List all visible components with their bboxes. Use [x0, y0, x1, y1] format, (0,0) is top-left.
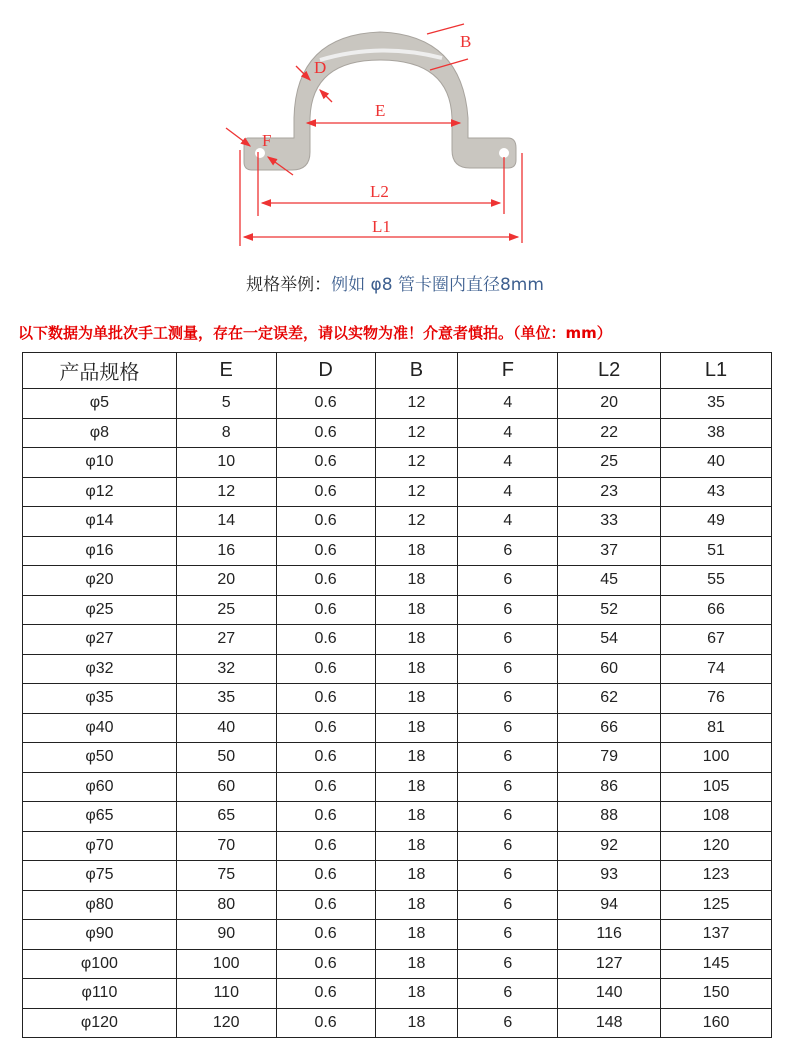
caption-example: 例如 φ8 管卡圈内直径8mm [331, 275, 544, 295]
table-cell: 38 [661, 418, 772, 448]
table-cell: 6 [458, 566, 558, 596]
table-cell: 55 [661, 566, 772, 596]
table-cell: 0.6 [276, 831, 375, 861]
table-cell: 140 [558, 979, 661, 1009]
table-row [23, 949, 772, 979]
table-row [23, 713, 772, 743]
table-cell: 120 [176, 1008, 276, 1038]
column-header: L1 [661, 353, 772, 389]
table-cell: 50 [176, 743, 276, 773]
table-cell: 70 [176, 831, 276, 861]
table-cell: 137 [661, 920, 772, 950]
table-cell: 43 [661, 477, 772, 507]
table-row [23, 418, 772, 448]
table-cell: φ14 [23, 507, 177, 537]
table-cell: 160 [661, 1008, 772, 1038]
table-cell: 0.6 [276, 389, 375, 419]
table-cell: 66 [558, 713, 661, 743]
table-cell: 81 [661, 713, 772, 743]
table-cell: 6 [458, 979, 558, 1009]
table-cell: 35 [176, 684, 276, 714]
table-row [23, 654, 772, 684]
table-cell: 74 [661, 654, 772, 684]
label-d: D [314, 58, 327, 77]
table-cell: 4 [458, 389, 558, 419]
table-row [23, 861, 772, 891]
table-cell: 79 [558, 743, 661, 773]
table-cell: 6 [458, 595, 558, 625]
table-cell: 6 [458, 743, 558, 773]
label-l2: L2 [370, 182, 389, 201]
column-header: D [276, 353, 375, 389]
table-cell: φ75 [23, 861, 177, 891]
table-cell: 6 [458, 890, 558, 920]
table-cell: 108 [661, 802, 772, 832]
table-cell: 148 [558, 1008, 661, 1038]
table-cell: φ110 [23, 979, 177, 1009]
label-e: E [375, 101, 386, 120]
table-cell: 52 [558, 595, 661, 625]
table-cell: 6 [458, 625, 558, 655]
table-cell: 6 [458, 713, 558, 743]
table-cell: 6 [458, 802, 558, 832]
table-row [23, 684, 772, 714]
table-cell: 16 [176, 536, 276, 566]
table-row [23, 920, 772, 950]
table-cell: 0.6 [276, 1008, 375, 1038]
table-row [23, 831, 772, 861]
table-cell: φ5 [23, 389, 177, 419]
table-cell: 40 [176, 713, 276, 743]
table-cell: 12 [375, 477, 458, 507]
table-cell: 18 [375, 713, 458, 743]
table-cell: 6 [458, 654, 558, 684]
table-cell: 92 [558, 831, 661, 861]
table-cell: 6 [458, 1008, 558, 1038]
table-cell: 12 [176, 477, 276, 507]
table-cell: 8 [176, 418, 276, 448]
table-cell: φ120 [23, 1008, 177, 1038]
table-cell: 125 [661, 890, 772, 920]
table-row [23, 566, 772, 596]
table-cell: 23 [558, 477, 661, 507]
table-cell: 105 [661, 772, 772, 802]
table-cell: 0.6 [276, 418, 375, 448]
table-row [23, 625, 772, 655]
table-cell: 6 [458, 920, 558, 950]
table-cell: φ27 [23, 625, 177, 655]
table-cell: 32 [176, 654, 276, 684]
table-cell: 18 [375, 625, 458, 655]
table-cell: 0.6 [276, 448, 375, 478]
table-cell: φ8 [23, 418, 177, 448]
table-cell: φ65 [23, 802, 177, 832]
measurement-notice: 以下数据为单批次手工测量，存在一定误差，请以实物为准！介意者慎拍。（单位：mm） [18, 324, 612, 342]
table-cell: φ10 [23, 448, 177, 478]
table-cell: 18 [375, 595, 458, 625]
table-row [23, 536, 772, 566]
table-cell: 0.6 [276, 772, 375, 802]
table-cell: 5 [176, 389, 276, 419]
table-row [23, 772, 772, 802]
table-cell: 0.6 [276, 595, 375, 625]
table-cell: 18 [375, 979, 458, 1009]
table-cell: φ50 [23, 743, 177, 773]
table-cell: 35 [661, 389, 772, 419]
column-header: 产品规格 [23, 353, 177, 389]
spec-table [22, 352, 772, 1038]
table-cell: 54 [558, 625, 661, 655]
table-cell: 25 [176, 595, 276, 625]
table-cell: 18 [375, 743, 458, 773]
table-cell: φ100 [23, 949, 177, 979]
table-cell: 12 [375, 418, 458, 448]
column-header: F [458, 353, 558, 389]
table-cell: 93 [558, 861, 661, 891]
table-cell: 18 [375, 861, 458, 891]
table-cell: 6 [458, 861, 558, 891]
table-cell: 0.6 [276, 625, 375, 655]
table-cell: 75 [176, 861, 276, 891]
column-header: E [176, 353, 276, 389]
table-row [23, 477, 772, 507]
table-row [23, 448, 772, 478]
table-cell: 120 [661, 831, 772, 861]
table-header-row [23, 353, 772, 389]
table-cell: 100 [176, 949, 276, 979]
table-row [23, 389, 772, 419]
table-cell: 37 [558, 536, 661, 566]
column-header: L2 [558, 353, 661, 389]
table-row [23, 1008, 772, 1038]
table-cell: 40 [661, 448, 772, 478]
table-cell: φ20 [23, 566, 177, 596]
table-cell: 127 [558, 949, 661, 979]
table-cell: 18 [375, 1008, 458, 1038]
table-cell: 12 [375, 448, 458, 478]
table-cell: 0.6 [276, 684, 375, 714]
table-cell: φ40 [23, 713, 177, 743]
table-cell: 4 [458, 418, 558, 448]
table-cell: 20 [176, 566, 276, 596]
table-cell: 0.6 [276, 536, 375, 566]
table-row [23, 890, 772, 920]
table-cell: 0.6 [276, 507, 375, 537]
table-cell: 6 [458, 831, 558, 861]
table-cell: 0.6 [276, 920, 375, 950]
table-cell: 0.6 [276, 979, 375, 1009]
column-header: B [375, 353, 458, 389]
table-cell: 0.6 [276, 566, 375, 596]
table-row [23, 802, 772, 832]
table-cell: 18 [375, 684, 458, 714]
table-cell: 0.6 [276, 890, 375, 920]
table-cell: 66 [661, 595, 772, 625]
table-cell: 27 [176, 625, 276, 655]
label-f: F [262, 131, 272, 150]
table-cell: 80 [176, 890, 276, 920]
table-cell: 12 [375, 507, 458, 537]
table-cell: 18 [375, 772, 458, 802]
caption-label: 规格举例： [246, 275, 332, 295]
table-cell: 116 [558, 920, 661, 950]
table-cell: 60 [558, 654, 661, 684]
table-cell: 100 [661, 743, 772, 773]
table-cell: φ80 [23, 890, 177, 920]
table-cell: 123 [661, 861, 772, 891]
pipe-clamp-diagram [210, 0, 550, 260]
table-cell: 88 [558, 802, 661, 832]
table-cell: 12 [375, 389, 458, 419]
table-cell: 0.6 [276, 743, 375, 773]
table-cell: 76 [661, 684, 772, 714]
table-cell: 145 [661, 949, 772, 979]
table-cell: 110 [176, 979, 276, 1009]
table-cell: φ60 [23, 772, 177, 802]
table-cell: 6 [458, 772, 558, 802]
table-cell: 4 [458, 448, 558, 478]
table-cell: 49 [661, 507, 772, 537]
table-cell: φ25 [23, 595, 177, 625]
table-cell: 18 [375, 654, 458, 684]
table-cell: 67 [661, 625, 772, 655]
table-cell: 18 [375, 802, 458, 832]
table-cell: 14 [176, 507, 276, 537]
table-cell: 4 [458, 507, 558, 537]
table-cell: 18 [375, 831, 458, 861]
table-cell: 20 [558, 389, 661, 419]
table-cell: φ90 [23, 920, 177, 950]
table-cell: 86 [558, 772, 661, 802]
table-cell: 94 [558, 890, 661, 920]
table-row [23, 507, 772, 537]
table-cell: 10 [176, 448, 276, 478]
table-cell: 150 [661, 979, 772, 1009]
spec-example-caption [0, 270, 790, 295]
label-l1: L1 [372, 217, 391, 236]
table-cell: φ32 [23, 654, 177, 684]
table-cell: 18 [375, 536, 458, 566]
table-cell: 4 [458, 477, 558, 507]
table-cell: 60 [176, 772, 276, 802]
table-cell: φ70 [23, 831, 177, 861]
table-cell: φ12 [23, 477, 177, 507]
table-row [23, 743, 772, 773]
table-cell: 6 [458, 684, 558, 714]
table-cell: φ16 [23, 536, 177, 566]
table-cell: 18 [375, 920, 458, 950]
table-cell: 0.6 [276, 802, 375, 832]
table-cell: 0.6 [276, 861, 375, 891]
table-cell: 6 [458, 949, 558, 979]
table-cell: 6 [458, 536, 558, 566]
table-cell: 18 [375, 949, 458, 979]
table-cell: 90 [176, 920, 276, 950]
table-cell: 18 [375, 890, 458, 920]
table-cell: 33 [558, 507, 661, 537]
table-row [23, 595, 772, 625]
table-row [23, 979, 772, 1009]
table-cell: 51 [661, 536, 772, 566]
table-cell: 0.6 [276, 477, 375, 507]
table-cell: 22 [558, 418, 661, 448]
table-cell: 45 [558, 566, 661, 596]
table-cell: 0.6 [276, 654, 375, 684]
table-cell: 62 [558, 684, 661, 714]
table-cell: 18 [375, 566, 458, 596]
table-cell: φ35 [23, 684, 177, 714]
table-cell: 65 [176, 802, 276, 832]
table-cell: 0.6 [276, 713, 375, 743]
table-cell: 0.6 [276, 949, 375, 979]
label-b: B [460, 32, 472, 51]
table-cell: 25 [558, 448, 661, 478]
